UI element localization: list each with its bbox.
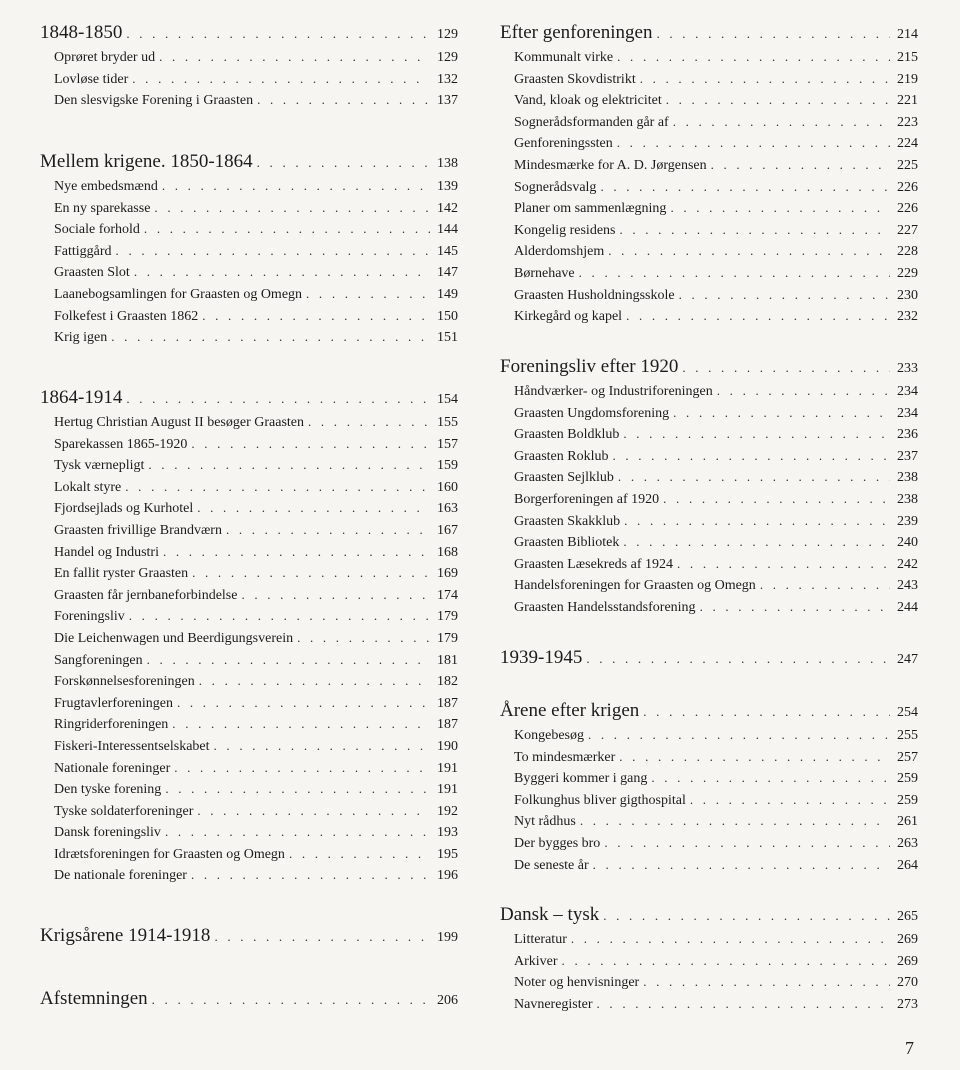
toc-entry[interactable]: Graasten Bibliotek . . . 240	[500, 531, 918, 553]
toc-entry[interactable]: Sognerådsformanden går af . . . 223	[500, 111, 918, 133]
toc-entry[interactable]: Vand, kloak og elektricitet . . . 221	[500, 89, 918, 111]
toc-section	[500, 698, 918, 875]
toc-entry[interactable]: Sociale forhold . . . 144	[40, 218, 458, 240]
toc-entry[interactable]: Graasten Husholdningsskole . . . 230	[500, 284, 918, 306]
toc-section	[40, 149, 458, 348]
toc-entry[interactable]: Sparekassen 1865-1920 . . . 157	[40, 433, 458, 455]
toc-entry[interactable]: Tysk værnepligt . . . 159	[40, 454, 458, 476]
toc-section	[500, 20, 918, 327]
toc-entry[interactable]: Kongebesøg . . . 255	[500, 724, 918, 746]
toc-entry[interactable]: Lokalt styre . . . 160	[40, 476, 458, 498]
toc-entry[interactable]: Kongelig residens . . . 227	[500, 219, 918, 241]
toc-entry[interactable]: Graasten får jernbaneforbindelse . . . 174	[40, 584, 458, 606]
toc-entry[interactable]: Nye embedsmænd . . . 139	[40, 175, 458, 197]
toc-entry[interactable]: Genforeningssten . . . 224	[500, 132, 918, 154]
toc-entry[interactable]: En fallit ryster Graasten . . . 169	[40, 562, 458, 584]
toc-entry[interactable]: Nationale foreninger . . . 191	[40, 757, 458, 779]
toc-entry[interactable]: Folkefest i Graasten 1862 . . . 150	[40, 305, 458, 327]
toc-entry[interactable]: Krig igen . . . 151	[40, 326, 458, 348]
toc-entry[interactable]: Graasten Skakklub . . . 239	[500, 510, 918, 532]
toc-heading[interactable]: Krigsårene 1914-1918 . . . 199	[40, 923, 458, 949]
toc-entry[interactable]: Noter og henvisninger . . . 270	[500, 971, 918, 993]
toc-entry[interactable]: En ny sparekasse . . . 142	[40, 197, 458, 219]
toc-entry[interactable]: Forskønnelsesforeningen . . . 182	[40, 670, 458, 692]
toc-entry[interactable]: Fjordsejlads og Kurhotel . . . 163	[40, 497, 458, 519]
toc-entry[interactable]: Alderdomshjem . . . 228	[500, 240, 918, 262]
toc-heading[interactable]: Dansk – tysk . . . 265	[500, 902, 918, 928]
toc-entry[interactable]: Sognerådsvalg . . . 226	[500, 176, 918, 198]
toc-heading[interactable]: Foreningsliv efter 1920 . . . 233	[500, 354, 918, 380]
toc-entry[interactable]: To mindesmærker . . . 257	[500, 746, 918, 768]
toc-entry[interactable]: De seneste år . . . 264	[500, 854, 918, 876]
toc-entry[interactable]: Die Leichenwagen und Beerdigungsverein . . . 179	[40, 627, 458, 649]
toc-entry[interactable]: Laanebogsamlingen for Graasten og Omegn . . . 149	[40, 283, 458, 305]
toc-section	[40, 20, 458, 111]
toc-entry[interactable]: Der bygges bro . . . 263	[500, 832, 918, 854]
toc-entry[interactable]: Børnehave . . . 229	[500, 262, 918, 284]
toc-section	[500, 902, 918, 1014]
toc-section	[500, 645, 918, 671]
toc-entry[interactable]: Oprøret bryder ud . . . 129	[40, 46, 458, 68]
toc-entry[interactable]: Håndværker- og Industriforeningen . . . 234	[500, 380, 918, 402]
toc-entry[interactable]: Tyske soldaterforeninger . . . 192	[40, 800, 458, 822]
toc-entry[interactable]: Folkunghus bliver gigthospital . . . 259	[500, 789, 918, 811]
toc-heading[interactable]: 1848-1850 . . . 129	[40, 20, 458, 46]
toc-entry[interactable]: Graasten Handelsstandsforening . . . 244	[500, 596, 918, 618]
toc-heading[interactable]: 1864-1914 . . . 154	[40, 385, 458, 411]
toc-entry[interactable]: Fiskeri-Interessentselskabet . . . 190	[40, 735, 458, 757]
toc-heading[interactable]: Årene efter krigen . . . 254	[500, 698, 918, 724]
toc-entry[interactable]: Arkiver . . . 269	[500, 950, 918, 972]
toc-entry[interactable]: Nyt rådhus . . . 261	[500, 810, 918, 832]
toc-entry[interactable]: Navneregister . . . 273	[500, 993, 918, 1015]
toc-entry[interactable]: Graasten Sejlklub . . . 238	[500, 466, 918, 488]
toc-section	[40, 385, 458, 886]
toc-entry[interactable]: Litteratur . . . 269	[500, 928, 918, 950]
toc-entry[interactable]: Graasten Skovdistrikt . . . 219	[500, 68, 918, 90]
toc-entry[interactable]: Sangforeningen . . . 181	[40, 649, 458, 671]
toc-heading[interactable]: Efter genforeningen . . . 214	[500, 20, 918, 46]
toc-entry[interactable]: Kirkegård og kapel . . . 232	[500, 305, 918, 327]
page-number: 7	[905, 1038, 914, 1058]
toc-heading[interactable]: 1939-1945 . . . 247	[500, 645, 918, 671]
toc-entry[interactable]: Handelsforeningen for Graasten og Omegn . . . 243	[500, 574, 918, 596]
toc-entry[interactable]: Idrætsforeningen for Graasten og Omegn . . . 195	[40, 843, 458, 865]
toc-entry[interactable]: Graasten Læsekreds af 1924 . . . 242	[500, 553, 918, 575]
toc-entry[interactable]: Graasten Boldklub . . . 236	[500, 423, 918, 445]
toc-entry[interactable]: Den slesvigske Forening i Graasten . . . 137	[40, 89, 458, 111]
toc-entry[interactable]: Lovløse tider . . . 132	[40, 68, 458, 90]
toc-entry[interactable]: Dansk foreningsliv . . . 193	[40, 821, 458, 843]
toc-entry[interactable]: Mindesmærke for A. D. Jørgensen . . . 225	[500, 154, 918, 176]
toc-heading[interactable]: Afstemningen . . . 206	[40, 986, 458, 1012]
toc-entry[interactable]: Frugtavlerforeningen . . . 187	[40, 692, 458, 714]
toc-entry[interactable]: Hertug Christian August II besøger Graasten . . . 155	[40, 411, 458, 433]
toc-entry[interactable]: Ringriderforeningen . . . 187	[40, 713, 458, 735]
toc-entry[interactable]: Fattiggård . . . 145	[40, 240, 458, 262]
toc-entry[interactable]: Graasten Roklub . . . 237	[500, 445, 918, 467]
toc-entry[interactable]: Planer om sammenlægning . . . 226	[500, 197, 918, 219]
toc-entry[interactable]: Kommunalt virke . . . 215	[500, 46, 918, 68]
toc-entry[interactable]: Byggeri kommer i gang . . . 259	[500, 767, 918, 789]
toc-entry[interactable]: Graasten Ungdomsforening . . . 234	[500, 402, 918, 424]
toc-entry[interactable]: Graasten Slot . . . 147	[40, 261, 458, 283]
toc-entry[interactable]: Foreningsliv . . . 179	[40, 605, 458, 627]
toc-entry[interactable]: Borgerforeningen af 1920 . . . 238	[500, 488, 918, 510]
toc-section	[40, 986, 458, 1012]
toc-entry[interactable]: Graasten frivillige Brandværn . . . 167	[40, 519, 458, 541]
toc-entry[interactable]: Handel og Industri . . . 168	[40, 541, 458, 563]
toc-heading[interactable]: Mellem krigene. 1850-1864 . . . 138	[40, 149, 458, 175]
toc-entry[interactable]: De nationale foreninger . . . 196	[40, 864, 458, 886]
toc-section	[500, 354, 918, 618]
toc-entry[interactable]: Den tyske forening . . . 191	[40, 778, 458, 800]
toc-section	[40, 923, 458, 949]
